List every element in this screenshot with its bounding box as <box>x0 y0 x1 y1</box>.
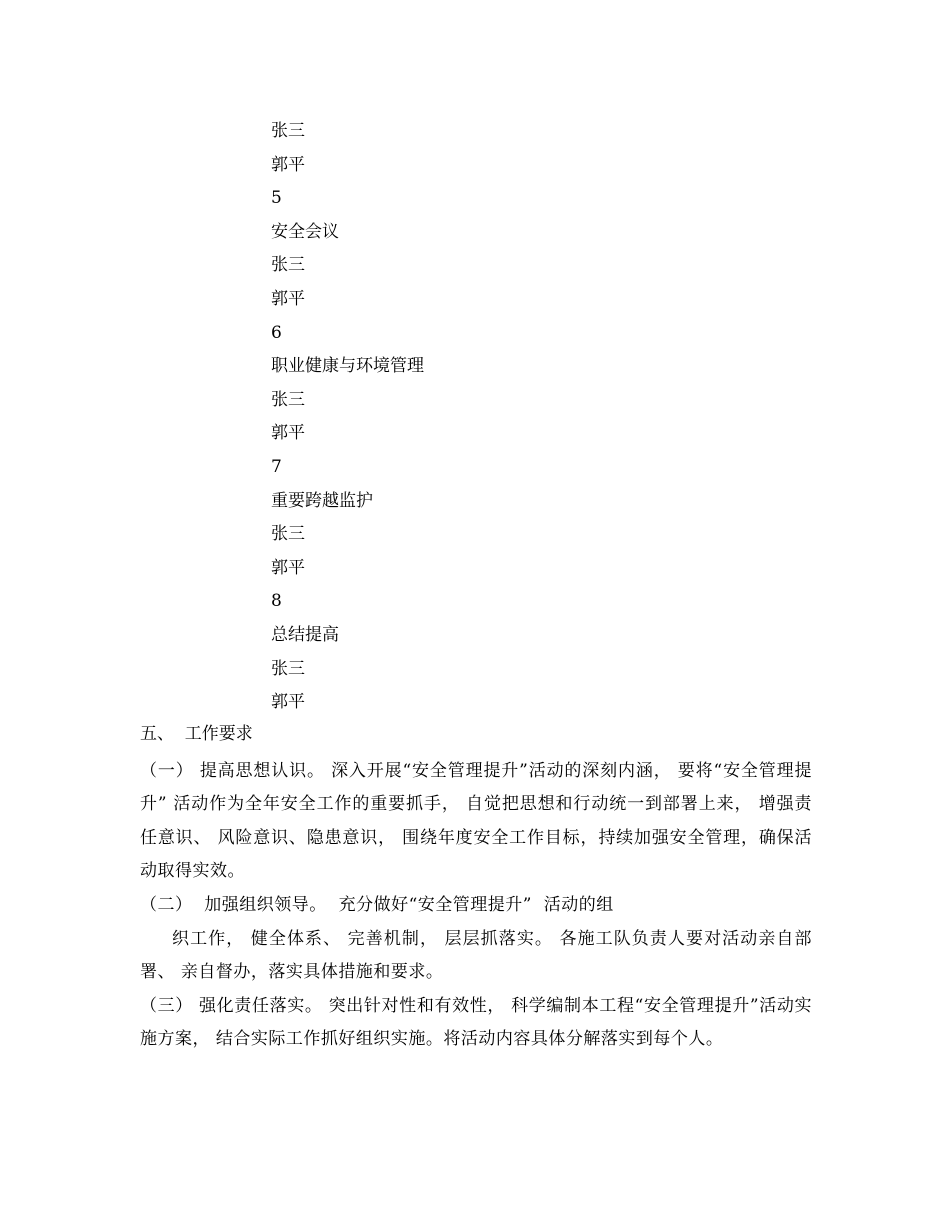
requirement-paragraph-2-head: （二） 加强组织领导。 充分做好“安全管理提升” 活动的组 <box>140 894 614 915</box>
list-item: 郭平 <box>271 692 305 713</box>
list-item: 张三 <box>271 524 305 545</box>
list-item: 张三 <box>271 658 305 679</box>
list-item: 张三 <box>271 255 305 276</box>
list-item: 8 <box>271 591 282 612</box>
list-item: 职业健康与环境管理 <box>271 356 424 377</box>
table-continuation-list <box>271 118 771 723</box>
list-item: 张三 <box>271 389 305 410</box>
list-item: 6 <box>271 322 282 343</box>
requirement-paragraph-2-body: 织工作， 健全体系、 完善机制， 层层抓落实。 各施工队负责人要对活动亲自部署、 亲自督办，落实具体措施和要求。 <box>140 928 812 983</box>
list-item: 郭平 <box>271 557 305 578</box>
requirement-paragraph-3: （三） 强化责任落实。 突出针对性和有效性， 科学编制本工程“安全管理提升”活动实施方案， 结合实际工作抓好组织实施。将活动内容具体分解落实到每个人。 <box>140 995 812 1050</box>
list-item: 张三 <box>271 121 305 141</box>
list-item: 安全会议 <box>271 221 339 242</box>
section-heading: 五、 工作要求 <box>140 724 253 744</box>
list-item: 5 <box>271 188 282 209</box>
list-item: 郭平 <box>271 288 305 309</box>
work-requirements-section <box>140 721 812 1057</box>
list-item: 总结提高 <box>271 624 339 645</box>
requirement-paragraph-1: （一） 提高思想认识。 深入开展“安全管理提升”活动的深刻内涵， 要将“安全管理提升” 活动作为全年安全工作的重要抓手， 自觉把思想和行动统一到部署上来， 增强责任意识、 风险意识、隐患意识， 围绕年度安全工作目标，持续加强安全管理，确保活动取得实效。 <box>140 760 812 882</box>
list-item: 重要跨越监护 <box>271 490 373 511</box>
list-item: 郭平 <box>271 423 305 444</box>
list-item: 7 <box>271 456 282 477</box>
list-item: 郭平 <box>271 154 305 175</box>
